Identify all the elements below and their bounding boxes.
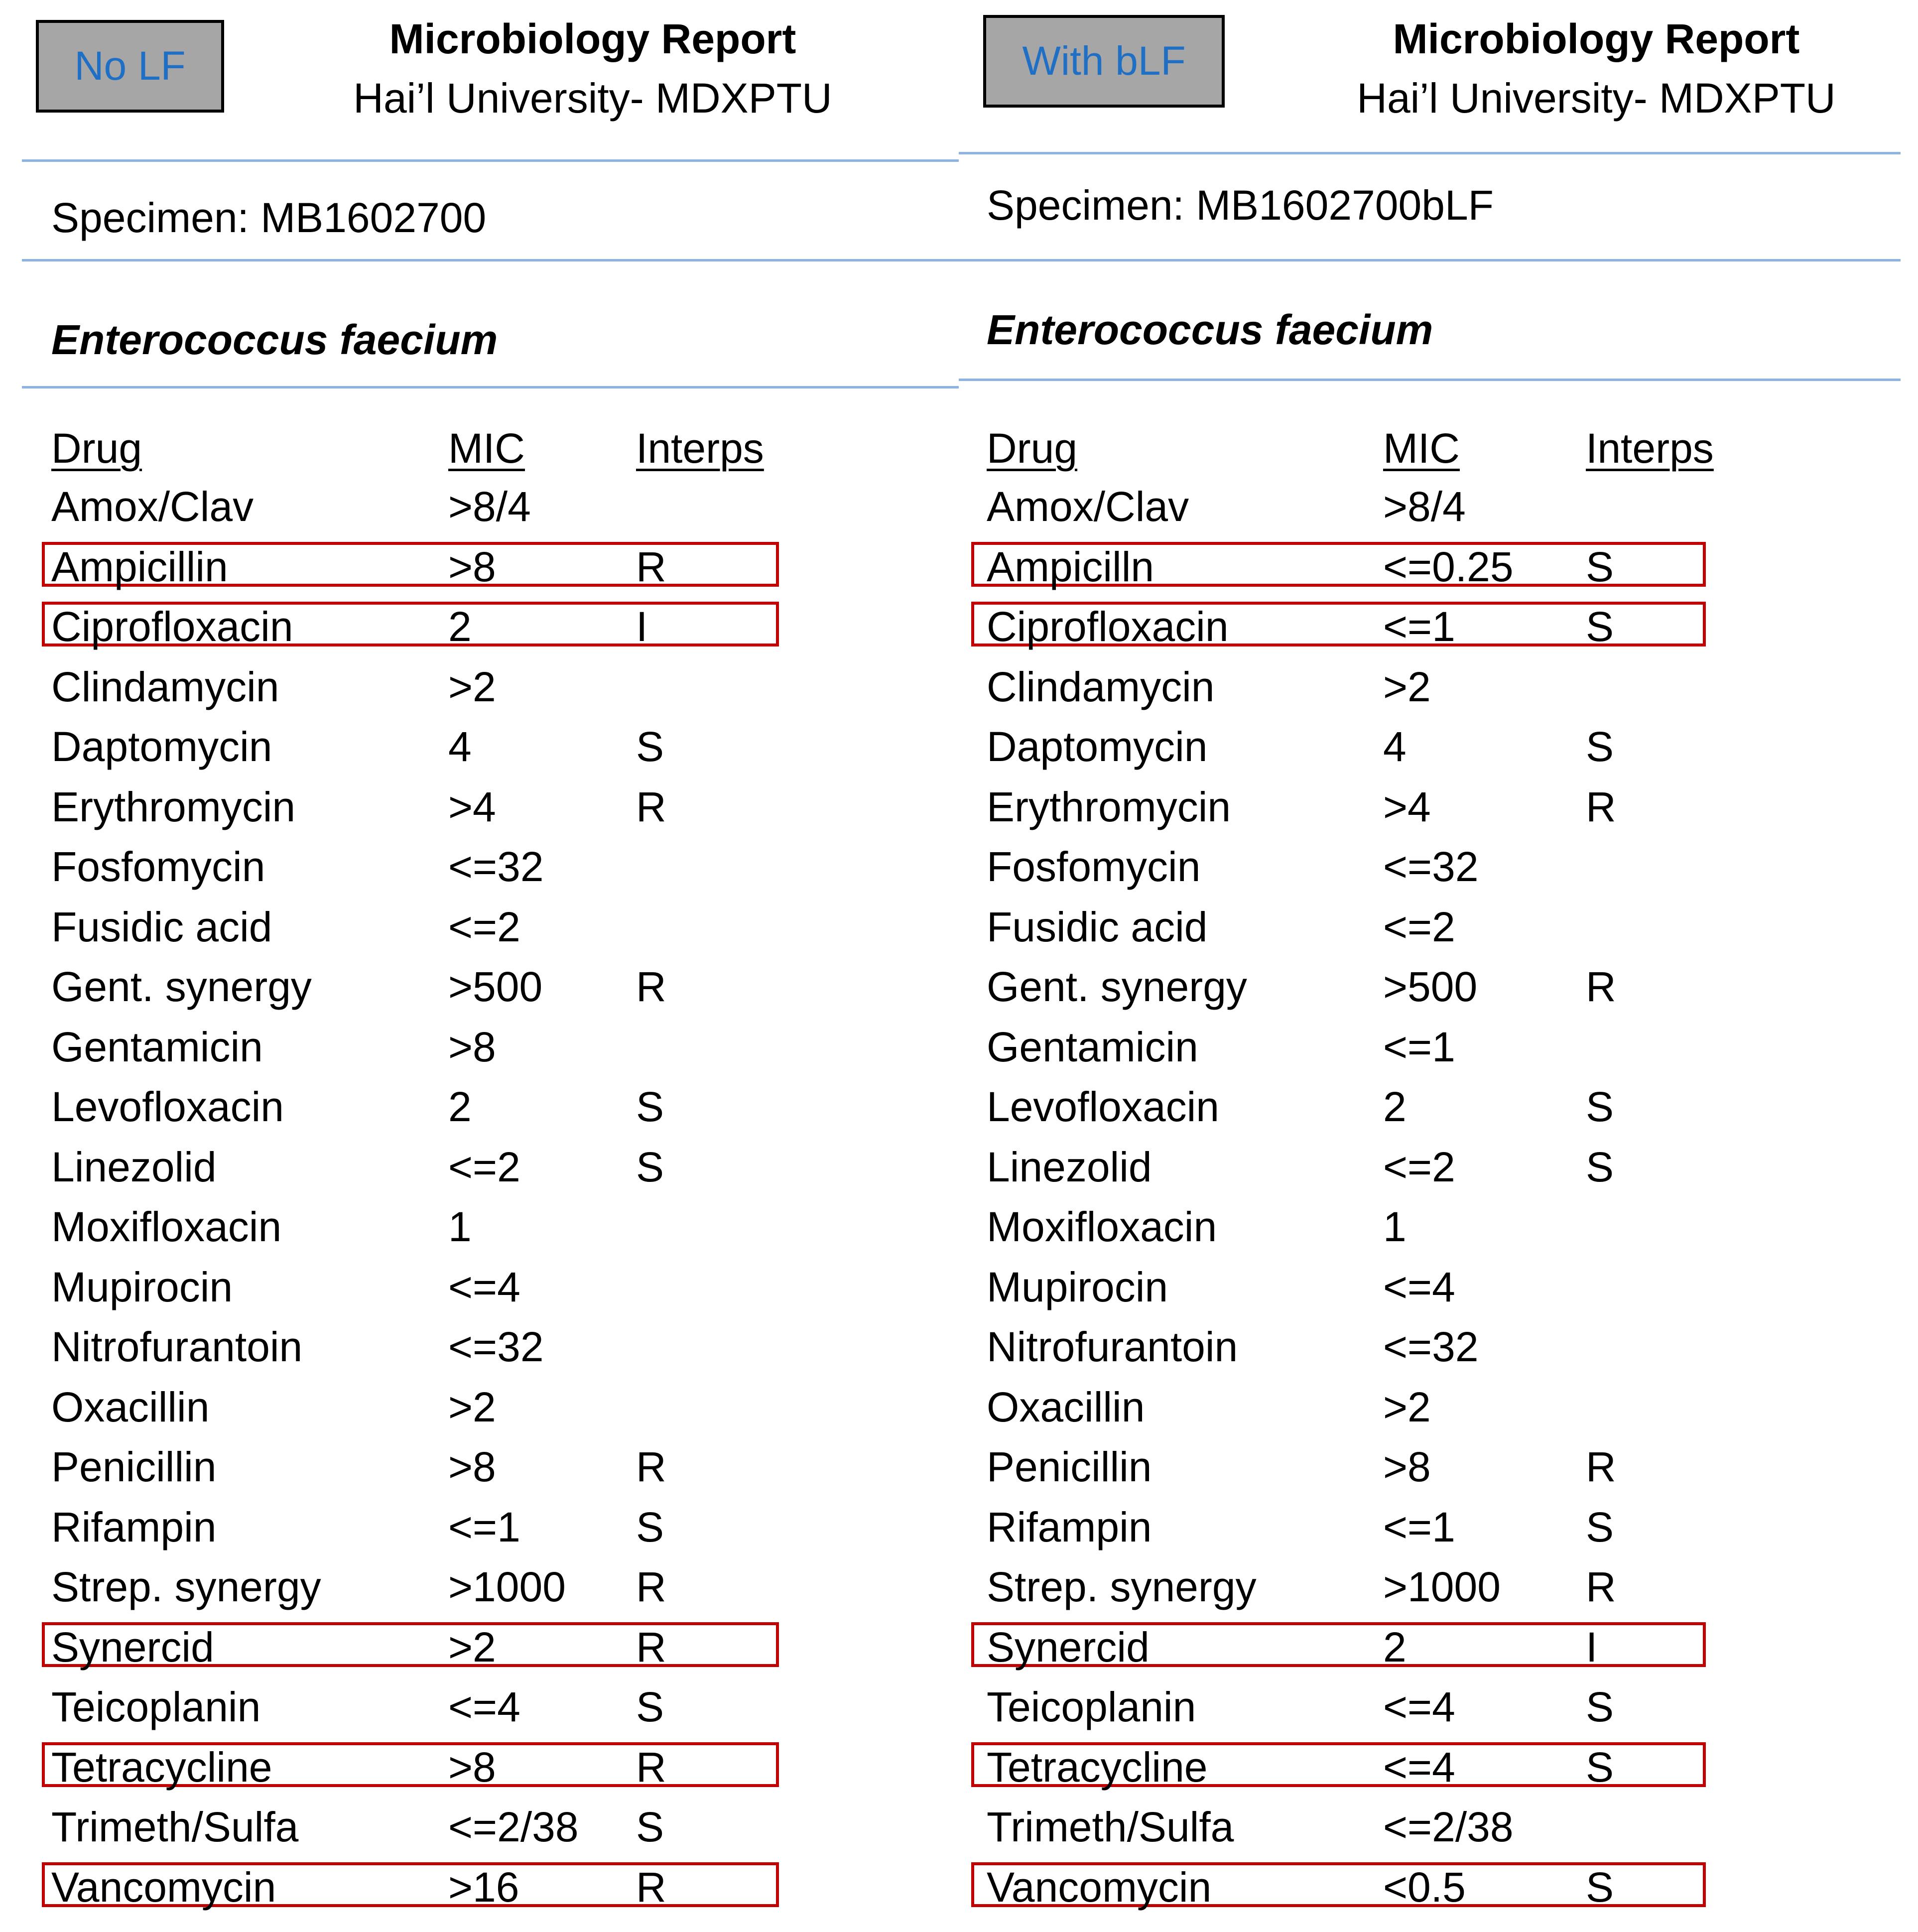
mic-value: <=4 (1383, 1743, 1455, 1791)
divider (22, 386, 959, 388)
interp-value: R (636, 1443, 666, 1490)
mic-value: <=2 (448, 903, 520, 950)
column-header-interps: Interps (636, 425, 764, 472)
interp-value: S (636, 1143, 664, 1190)
specimen-label: Specimen: MB1602700 (51, 194, 487, 241)
drug-name: Daptomycin (51, 723, 272, 770)
interp-value: I (1586, 1623, 1598, 1671)
interp-value: S (1586, 1143, 1614, 1190)
interp-value: R (636, 1743, 666, 1791)
mic-value: <=1 (448, 1503, 520, 1550)
table-row (959, 723, 1918, 785)
drug-name: Ciprofloxacin (51, 603, 293, 650)
table-row (0, 1803, 959, 1866)
mic-value: >8 (1383, 1443, 1431, 1490)
mic-value: >500 (448, 963, 543, 1010)
no-lf-button[interactable]: No LF (36, 20, 224, 113)
drug-name: Penicillin (51, 1443, 217, 1490)
mic-value: <=1 (1383, 603, 1455, 650)
table-row (0, 843, 959, 905)
mic-value: <=4 (448, 1683, 520, 1730)
mic-value: <=2/38 (448, 1803, 579, 1850)
table-row (0, 1023, 959, 1086)
mic-value: <=32 (1383, 843, 1479, 890)
interp-value: R (1586, 963, 1616, 1010)
mic-value: >8 (448, 1023, 496, 1070)
interp-value: S (636, 1083, 664, 1130)
mic-value: <=0.25 (1383, 543, 1514, 590)
column-header-mic: MIC (448, 425, 525, 472)
drug-name: Tetracycline (987, 1743, 1208, 1791)
mic-value: <=4 (448, 1263, 520, 1310)
drug-name: Amox/Clav (51, 483, 254, 530)
drug-name: Gent. synergy (987, 963, 1247, 1010)
table-row (0, 1383, 959, 1446)
table-row (0, 1083, 959, 1146)
column-header-drug: Drug (987, 425, 1078, 472)
divider (959, 379, 1901, 381)
interp-value: R (1586, 1563, 1616, 1610)
mic-value: >2 (1383, 663, 1431, 710)
table-row (959, 1023, 1918, 1086)
table-row (959, 1803, 1918, 1866)
drug-name: Daptomycin (987, 723, 1208, 770)
interp-value: S (1586, 1503, 1614, 1550)
mic-value: 4 (1383, 723, 1407, 770)
drug-name: Levofloxacin (987, 1083, 1219, 1130)
specimen-label: Specimen: MB1602700bLF (987, 182, 1494, 229)
divider (22, 259, 959, 261)
drug-name: Trimeth/Sulfa (51, 1803, 299, 1850)
drug-name: Clindamycin (987, 663, 1215, 710)
interp-value: R (636, 1563, 666, 1610)
table-row (959, 1263, 1918, 1326)
table-row (959, 1863, 1918, 1926)
interp-value: R (1586, 783, 1616, 830)
report-title: Microbiology Report (389, 15, 796, 62)
interp-value: S (1586, 603, 1614, 650)
table-row (959, 1083, 1918, 1146)
table-row (0, 1203, 959, 1266)
drug-name: Vancomycin (51, 1863, 276, 1911)
interp-value: S (1586, 1683, 1614, 1730)
interp-value: R (636, 1863, 666, 1911)
drug-name: Synercid (51, 1623, 214, 1671)
table-row (959, 1623, 1918, 1686)
table-row (0, 1563, 959, 1626)
drug-name: Teicoplanin (987, 1683, 1196, 1730)
drug-name: Oxacillin (51, 1383, 210, 1430)
mic-value: >2 (448, 663, 496, 710)
table-row (959, 1383, 1918, 1446)
drug-name: Clindamycin (51, 663, 279, 710)
drug-name: Strep. synergy (51, 1563, 321, 1610)
table-row (0, 603, 959, 665)
report-subtitle: Hai’l University- MDXPTU (1357, 75, 1836, 122)
table-row (0, 963, 959, 1026)
drug-name: Synercid (987, 1623, 1150, 1671)
mic-value: >4 (448, 783, 496, 830)
drug-name: Erythromycin (51, 783, 296, 830)
divider (959, 152, 1901, 154)
mic-value: >2 (448, 1623, 496, 1671)
interp-value: S (1586, 1743, 1614, 1791)
mic-value: 1 (1383, 1203, 1407, 1250)
drug-name: Teicoplanin (51, 1683, 261, 1730)
table-row (959, 1203, 1918, 1266)
table-row (959, 1323, 1918, 1386)
interp-value: S (636, 1683, 664, 1730)
table-row (959, 843, 1918, 905)
mic-value: >8 (448, 1443, 496, 1490)
table-row (0, 783, 959, 846)
mic-value: <=1 (1383, 1503, 1455, 1550)
drug-name: Fosfomycin (51, 843, 265, 890)
drug-name: Moxifloxacin (987, 1203, 1217, 1250)
report-subtitle: Hai’l University- MDXPTU (353, 75, 832, 122)
drug-name: Ampicilln (987, 543, 1154, 590)
mic-value: >2 (1383, 1383, 1431, 1430)
drug-name: Linezolid (51, 1143, 217, 1190)
table-row (0, 543, 959, 606)
drug-name: Gentamicin (51, 1023, 263, 1070)
interp-value: R (636, 1623, 666, 1671)
mic-value: <=2 (1383, 903, 1455, 950)
mic-value: <=32 (448, 1323, 544, 1370)
interp-value: R (636, 543, 666, 590)
drug-name: Tetracycline (51, 1743, 272, 1791)
interp-value: R (636, 783, 666, 830)
drug-name: Erythromycin (987, 783, 1231, 830)
drug-name: Vancomycin (987, 1863, 1212, 1911)
table-row (959, 1743, 1918, 1806)
table-row (959, 1563, 1918, 1626)
drug-name: Moxifloxacin (51, 1203, 282, 1250)
mic-value: <=2 (448, 1143, 520, 1190)
mic-value: 2 (1383, 1083, 1407, 1130)
organism-name: Enterococcus faecium (987, 306, 1433, 353)
table-row (0, 1743, 959, 1806)
table-row (0, 723, 959, 785)
report-panel-with-blf (959, 0, 1918, 1932)
mic-value: >8 (448, 1743, 496, 1791)
mic-value: <=2/38 (1383, 1803, 1514, 1850)
mic-value: <=1 (1383, 1023, 1455, 1070)
mic-value: <0.5 (1383, 1863, 1466, 1911)
mic-value: >2 (448, 1383, 496, 1430)
drug-name: Gentamicin (987, 1023, 1198, 1070)
mic-value: <=4 (1383, 1683, 1455, 1730)
table-row (959, 543, 1918, 606)
interp-value: S (636, 723, 664, 770)
interp-value: S (1586, 543, 1614, 590)
interp-value: I (636, 603, 648, 650)
drug-name: Ampicillin (51, 543, 228, 590)
mic-value: >16 (448, 1863, 519, 1911)
interp-value: S (1586, 723, 1614, 770)
interp-value: S (636, 1803, 664, 1850)
drug-name: Levofloxacin (51, 1083, 284, 1130)
mic-value: >1000 (1383, 1563, 1501, 1610)
mic-value: <=2 (1383, 1143, 1455, 1190)
table-row (959, 483, 1918, 545)
drug-name: Ciprofloxacin (987, 603, 1229, 650)
mic-value: >8/4 (1383, 483, 1466, 530)
column-header-interps: Interps (1586, 425, 1714, 472)
mic-value: >4 (1383, 783, 1431, 830)
table-row (959, 603, 1918, 665)
mic-value: >1000 (448, 1563, 566, 1610)
mic-value: <=32 (1383, 1323, 1479, 1370)
drug-name: Strep. synergy (987, 1563, 1257, 1610)
drug-name: Linezolid (987, 1143, 1152, 1190)
drug-name: Fusidic acid (987, 903, 1208, 950)
drug-name: Oxacillin (987, 1383, 1145, 1430)
drug-name: Mupirocin (987, 1263, 1168, 1310)
drug-name: Fusidic acid (51, 903, 272, 950)
table-row (0, 1683, 959, 1746)
mic-value: <=32 (448, 843, 544, 890)
column-header-drug: Drug (51, 425, 142, 472)
drug-name: Rifampin (51, 1503, 217, 1550)
drug-name: Nitrofurantoin (987, 1323, 1238, 1370)
interp-value: S (1586, 1083, 1614, 1130)
mic-value: 2 (448, 603, 472, 650)
table-row (0, 1143, 959, 1206)
organism-name: Enterococcus faecium (51, 316, 498, 363)
interp-value: R (1586, 1443, 1616, 1490)
with-blf-button[interactable]: With bLF (983, 15, 1225, 108)
drug-name: Penicillin (987, 1443, 1152, 1490)
interp-value: S (636, 1503, 664, 1550)
table-row (959, 963, 1918, 1026)
mic-value: 2 (1383, 1623, 1407, 1671)
report-title: Microbiology Report (1393, 15, 1800, 62)
table-row (0, 663, 959, 726)
mic-value: >8 (448, 543, 496, 590)
interp-value: R (636, 963, 666, 1010)
table-row (959, 1143, 1918, 1206)
table-row (959, 903, 1918, 966)
drug-name: Mupirocin (51, 1263, 233, 1310)
drug-name: Nitrofurantoin (51, 1323, 303, 1370)
mic-value: 2 (448, 1083, 472, 1130)
table-row (0, 483, 959, 545)
table-row (0, 1323, 959, 1386)
table-row (959, 1443, 1918, 1506)
table-row (0, 1863, 959, 1926)
divider (22, 159, 959, 162)
divider (959, 259, 1901, 261)
table-row (0, 1503, 959, 1566)
mic-value: 1 (448, 1203, 472, 1250)
table-row (959, 1683, 1918, 1746)
table-row (959, 1503, 1918, 1566)
table-row (0, 1443, 959, 1506)
mic-value: 4 (448, 723, 472, 770)
mic-value: >500 (1383, 963, 1478, 1010)
table-row (0, 1623, 959, 1686)
table-row (0, 903, 959, 966)
table-row (0, 1263, 959, 1326)
drug-name: Fosfomycin (987, 843, 1201, 890)
drug-name: Gent. synergy (51, 963, 312, 1010)
mic-value: <=4 (1383, 1263, 1455, 1310)
column-header-mic: MIC (1383, 425, 1460, 472)
drug-name: Rifampin (987, 1503, 1152, 1550)
interp-value: S (1586, 1863, 1614, 1911)
table-row (959, 663, 1918, 726)
mic-value: >8/4 (448, 483, 531, 530)
table-row (959, 783, 1918, 846)
drug-name: Amox/Clav (987, 483, 1189, 530)
drug-name: Trimeth/Sulfa (987, 1803, 1234, 1850)
